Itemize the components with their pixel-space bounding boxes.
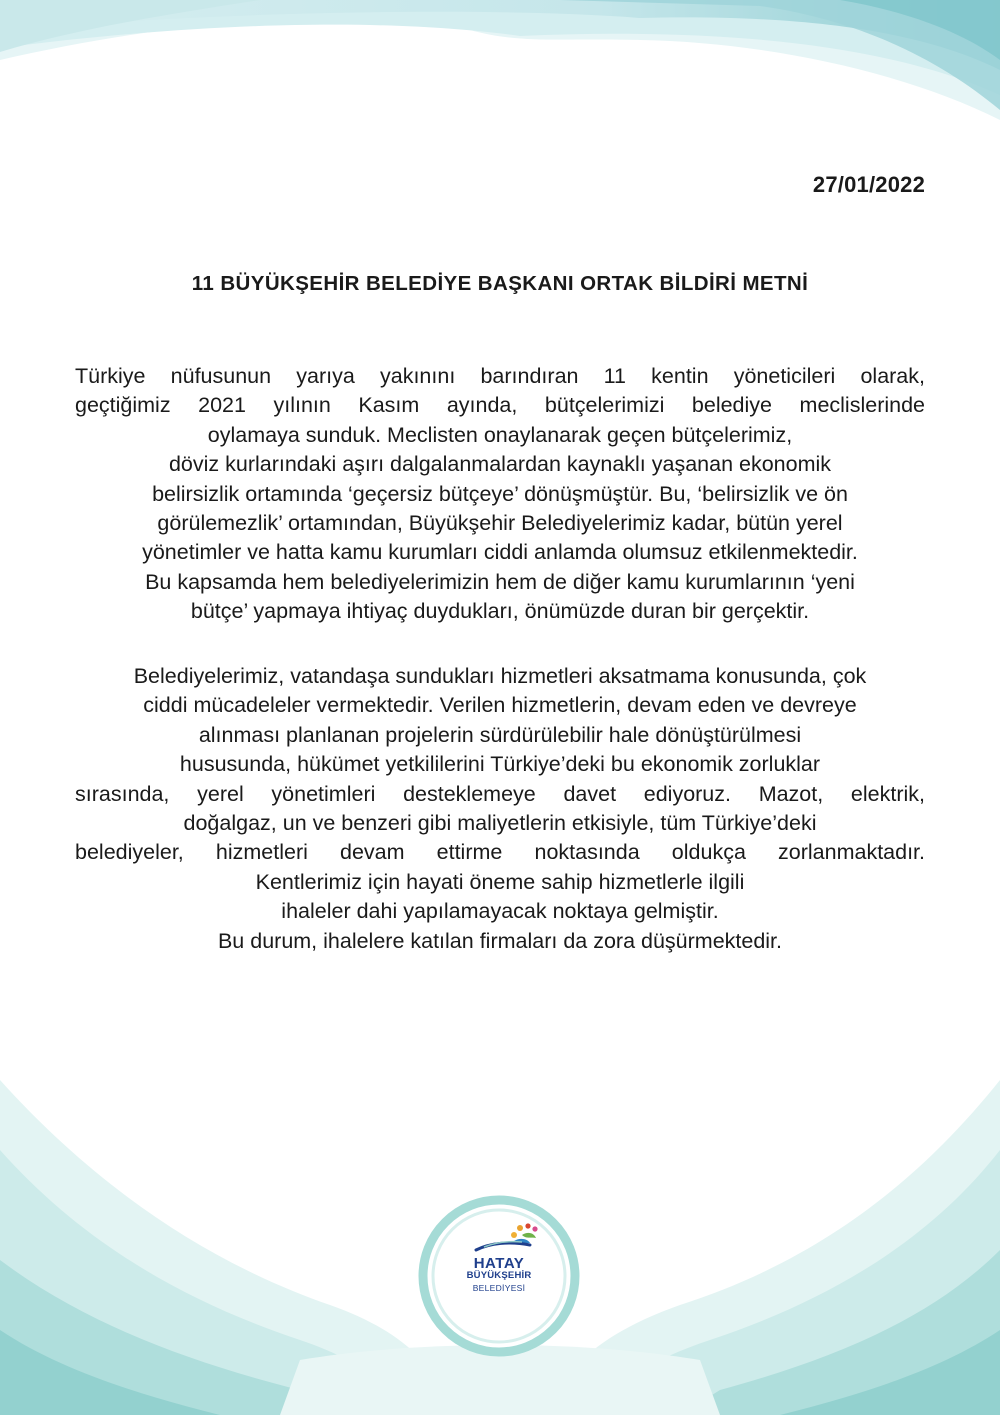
- paragraph-line: doğalgaz, un ve benzeri gibi maliyetlerin etkisiyle, tüm Türkiye’deki: [183, 811, 817, 836]
- logo-belediyesi-text: BELEDİYESİ: [472, 1283, 526, 1293]
- paragraph-line: bütçe’ yapmaya ihtiyaç duydukları, önümüzde duran bir gerçektir.: [190, 599, 810, 624]
- hatay-municipality-logo: [418, 1195, 580, 1357]
- paragraph-line: geçtiğimiz 2021 yılının Kasım ayında, bütçelerimizi belediye meclislerinde: [75, 393, 925, 418]
- paragraph-line: belediyeler, hizmetleri devam ettirme noktasında oldukça zorlanmaktadır.: [75, 840, 925, 865]
- paragraph-line: oylamaya sunduk. Meclisten onaylanarak geçen bütçelerimiz,: [207, 422, 793, 447]
- logo-hatay-text: HATAY: [473, 1255, 525, 1272]
- document-date: 27/01/2022: [812, 172, 925, 197]
- paragraph-line: ihaleler dahi yapılamayacak noktaya gelmiştir.: [281, 899, 719, 924]
- paragraph-line: hususunda, hükümet yetkililerini Türkiye’deki bu ekonomik zorluklar: [179, 752, 821, 777]
- paragraph-line: Belediyelerimiz, vatandaşa sundukları hizmetleri aksatmama konusunda, çok: [133, 664, 867, 688]
- document-title: 11 BÜYÜKŞEHİR BELEDİYE BAŞKANI ORTAK BİLDİRİ METNİ: [191, 272, 809, 295]
- paragraph-line: görülemezlik’ ortamından, Büyükşehir Belediyelerimiz kadar, bütün yerel: [157, 511, 843, 536]
- paragraph-line: Kentlerimiz için hayati öneme sahip hizmetlerle ilgili: [255, 869, 745, 894]
- logo-buyuksehir-text: BÜYÜKŞEHİR: [466, 1270, 532, 1281]
- paragraph-line: sırasında, yerel yönetimleri desteklemeye davet ediyoruz. Mazot, elektrik,: [75, 781, 925, 806]
- paragraph-line: Bu kapsamda hem belediyelerimizin hem de diğer kamu kurumlarının ‘yeni: [145, 569, 855, 594]
- paragraph-line: belirsizlik ortamında ‘geçersiz bütçeye’ dönüşmüştür. Bu, ‘belirsizlik ve ön: [152, 481, 848, 506]
- paragraph-line: döviz kurlarındaki aşırı dalgalanmalardan kaynaklı yaşanan ekonomik: [168, 452, 832, 477]
- paragraph-line: Bu durum, ihalelere katılan firmaları da zora düşürmektedir.: [217, 928, 783, 953]
- paragraph-line: alınması planlanan projelerin sürdürülebilir hale dönüştürülmesi: [198, 722, 802, 747]
- paragraph-line: yönetimler ve hatta kamu kurumları ciddi anlamda olumsuz etkilenmektedir.: [142, 540, 858, 565]
- paragraph-line: ciddi mücadeleler vermektedir. Verilen hizmetlerin, devam eden ve devreye: [143, 693, 857, 718]
- logo-text-block: [418, 1195, 580, 1357]
- paragraph-1: [75, 362, 925, 627]
- paragraph-2: [75, 662, 925, 956]
- paragraph-line: Türkiye nüfusunun yarıya yakınını barındıran 11 kentin yöneticileri olarak,: [75, 364, 925, 388]
